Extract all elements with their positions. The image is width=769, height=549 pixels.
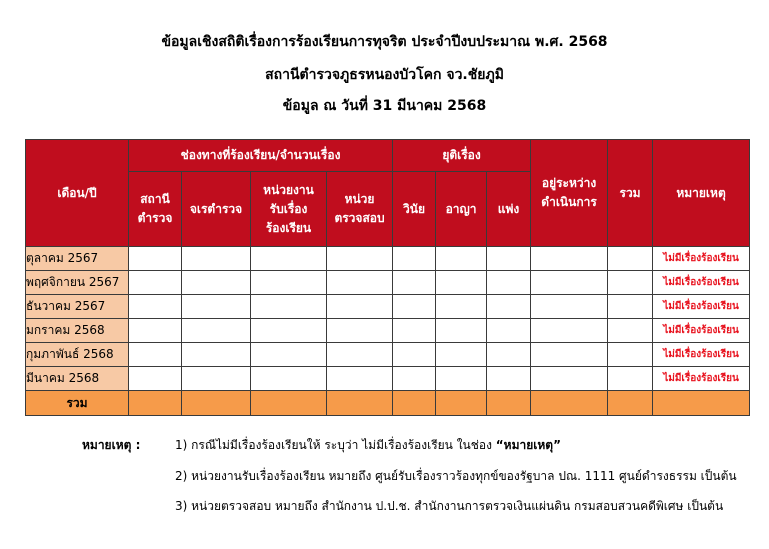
total-closed-civil-cell xyxy=(487,391,531,416)
remark-cell: ไม่มีเรื่องร้องเรียน xyxy=(653,295,750,319)
remark-note-1 xyxy=(175,436,561,455)
remark-note-1-emphasis: “หมายเหตุ” xyxy=(495,438,561,452)
total-channel-inspector-cell xyxy=(182,391,251,416)
header-channel-inspector: จเรตำรวจ xyxy=(182,172,251,247)
data-date-subtitle: ข้อมูล ณ วันที่ 31 มีนาคม 2568 xyxy=(282,98,487,114)
closed-disciplinary-cell xyxy=(393,271,436,295)
channel-police-station-cell xyxy=(129,271,182,295)
closed-civil-cell xyxy=(487,367,531,391)
closed-disciplinary-cell xyxy=(393,295,436,319)
channel-audit-unit-cell xyxy=(327,247,393,271)
total-closed-criminal-cell xyxy=(436,391,487,416)
channel-audit-unit-cell xyxy=(327,295,393,319)
table-row xyxy=(26,295,750,319)
header-channel-complaint-agency: หน่วยงาน รับเรื่อง ร้องเรียน xyxy=(251,172,327,247)
total-cell xyxy=(608,271,653,295)
header-channel-audit-unit: หน่วย ตรวจสอบ xyxy=(327,172,393,247)
total-cell xyxy=(608,343,653,367)
channel-inspector-cell xyxy=(182,271,251,295)
month-cell: ธันวาคม 2567 xyxy=(26,295,129,319)
total-total-cell xyxy=(608,391,653,416)
table-header-row-1 xyxy=(26,140,750,172)
closed-civil-cell xyxy=(487,271,531,295)
header-closed-civil: แพ่ง xyxy=(487,172,531,247)
total-channel-audit-unit-cell xyxy=(327,391,393,416)
channel-inspector-cell xyxy=(182,343,251,367)
header-total: รวม xyxy=(608,140,653,247)
month-cell: ตุลาคม 2567 xyxy=(26,247,129,271)
in-progress-cell xyxy=(531,247,608,271)
remark-cell: ไม่มีเรื่องร้องเรียน xyxy=(653,247,750,271)
header-in-progress: อยู่ระหว่าง ดำเนินการ xyxy=(531,140,608,247)
channel-complaint-agency-cell xyxy=(251,271,327,295)
channel-police-station-cell xyxy=(129,295,182,319)
total-row-label: รวม xyxy=(26,391,129,416)
closed-criminal-cell xyxy=(436,319,487,343)
remark-cell: ไม่มีเรื่องร้องเรียน xyxy=(653,367,750,391)
header-closed-criminal: อาญา xyxy=(436,172,487,247)
total-cell xyxy=(608,295,653,319)
remark-cell: ไม่มีเรื่องร้องเรียน xyxy=(653,319,750,343)
total-row xyxy=(26,391,750,416)
in-progress-cell xyxy=(531,343,608,367)
channel-complaint-agency-cell xyxy=(251,343,327,367)
table-row xyxy=(26,367,750,391)
station-subtitle: สถานีตำรวจภูธรหนองบัวโคก จว.ชัยภูมิ xyxy=(265,67,504,83)
closed-disciplinary-cell xyxy=(393,319,436,343)
channel-complaint-agency-cell xyxy=(251,367,327,391)
closed-civil-cell xyxy=(487,247,531,271)
remark-note-1-text: 1) กรณีไม่มีเรื่องร้องเรียนให้ ระบุว่า ไม่มีเรื่องร้องเรียน ในช่อง xyxy=(175,438,496,452)
channel-complaint-agency-cell xyxy=(251,319,327,343)
remark-note-2: 2) หน่วยงานรับเรื่องร้องเรียน หมายถึง ศูนย์รับเรื่องราวร้องทุกข์ของรัฐบาล ปณ. 1111 ศูนย์ดำรงธรรม เป็นต้น xyxy=(175,469,737,483)
total-channel-police-station-cell xyxy=(129,391,182,416)
header-month: เดือน/ปี xyxy=(26,140,129,247)
closed-disciplinary-cell xyxy=(393,343,436,367)
table-row xyxy=(26,319,750,343)
channel-complaint-agency-cell xyxy=(251,295,327,319)
total-closed-disciplinary-cell xyxy=(393,391,436,416)
table-row xyxy=(26,343,750,367)
total-remark-cell xyxy=(653,391,750,416)
channel-inspector-cell xyxy=(182,295,251,319)
total-cell xyxy=(608,367,653,391)
channel-audit-unit-cell xyxy=(327,319,393,343)
total-in-progress-cell xyxy=(531,391,608,416)
closed-disciplinary-cell xyxy=(393,367,436,391)
closed-civil-cell xyxy=(487,295,531,319)
month-cell: กุมภาพันธ์ 2568 xyxy=(26,343,129,367)
in-progress-cell xyxy=(531,271,608,295)
month-cell: มีนาคม 2568 xyxy=(26,367,129,391)
closed-civil-cell xyxy=(487,319,531,343)
month-cell: พฤศจิกายน 2567 xyxy=(26,271,129,295)
remark-cell: ไม่มีเรื่องร้องเรียน xyxy=(653,271,750,295)
channel-inspector-cell xyxy=(182,247,251,271)
channel-inspector-cell xyxy=(182,319,251,343)
total-cell xyxy=(608,319,653,343)
channel-police-station-cell xyxy=(129,247,182,271)
complaint-statistics-table xyxy=(25,139,750,416)
channel-police-station-cell xyxy=(129,319,182,343)
table-row xyxy=(26,271,750,295)
month-cell: มกราคม 2568 xyxy=(26,319,129,343)
closed-criminal-cell xyxy=(436,247,487,271)
remark-note-3: 3) หน่วยตรวจสอบ หมายถึง สำนักงาน ป.ป.ช. สำนักงานการตรวจเงินแผ่นดิน กรมสอบสวนคดีพิเศษ เป็นต้น xyxy=(175,499,724,513)
total-cell xyxy=(608,247,653,271)
closed-criminal-cell xyxy=(436,367,487,391)
header-remark: หมายเหตุ xyxy=(653,140,750,247)
channel-police-station-cell xyxy=(129,367,182,391)
remarks-label: หมายเหตุ : xyxy=(82,438,141,452)
closed-civil-cell xyxy=(487,343,531,367)
header-closed-group: ยุติเรื่อง xyxy=(393,140,531,172)
remark-cell: ไม่มีเรื่องร้องเรียน xyxy=(653,343,750,367)
in-progress-cell xyxy=(531,367,608,391)
channel-audit-unit-cell xyxy=(327,367,393,391)
header-channel-police-station: สถานี ตำรวจ xyxy=(129,172,182,247)
header-channels-group: ช่องทางที่ร้องเรียน/จำนวนเรื่อง xyxy=(129,140,393,172)
closed-disciplinary-cell xyxy=(393,247,436,271)
in-progress-cell xyxy=(531,319,608,343)
closed-criminal-cell xyxy=(436,295,487,319)
total-channel-complaint-agency-cell xyxy=(251,391,327,416)
closed-criminal-cell xyxy=(436,343,487,367)
channel-police-station-cell xyxy=(129,343,182,367)
channel-audit-unit-cell xyxy=(327,271,393,295)
in-progress-cell xyxy=(531,295,608,319)
table-row xyxy=(26,247,750,271)
channel-audit-unit-cell xyxy=(327,343,393,367)
closed-criminal-cell xyxy=(436,271,487,295)
channel-inspector-cell xyxy=(182,367,251,391)
channel-complaint-agency-cell xyxy=(251,247,327,271)
page-title: ข้อมูลเชิงสถิติเรื่องการร้องเรียนการทุจริต ประจำปีงบประมาณ พ.ศ. 2568 xyxy=(161,34,608,50)
header-closed-disciplinary: วินัย xyxy=(393,172,436,247)
